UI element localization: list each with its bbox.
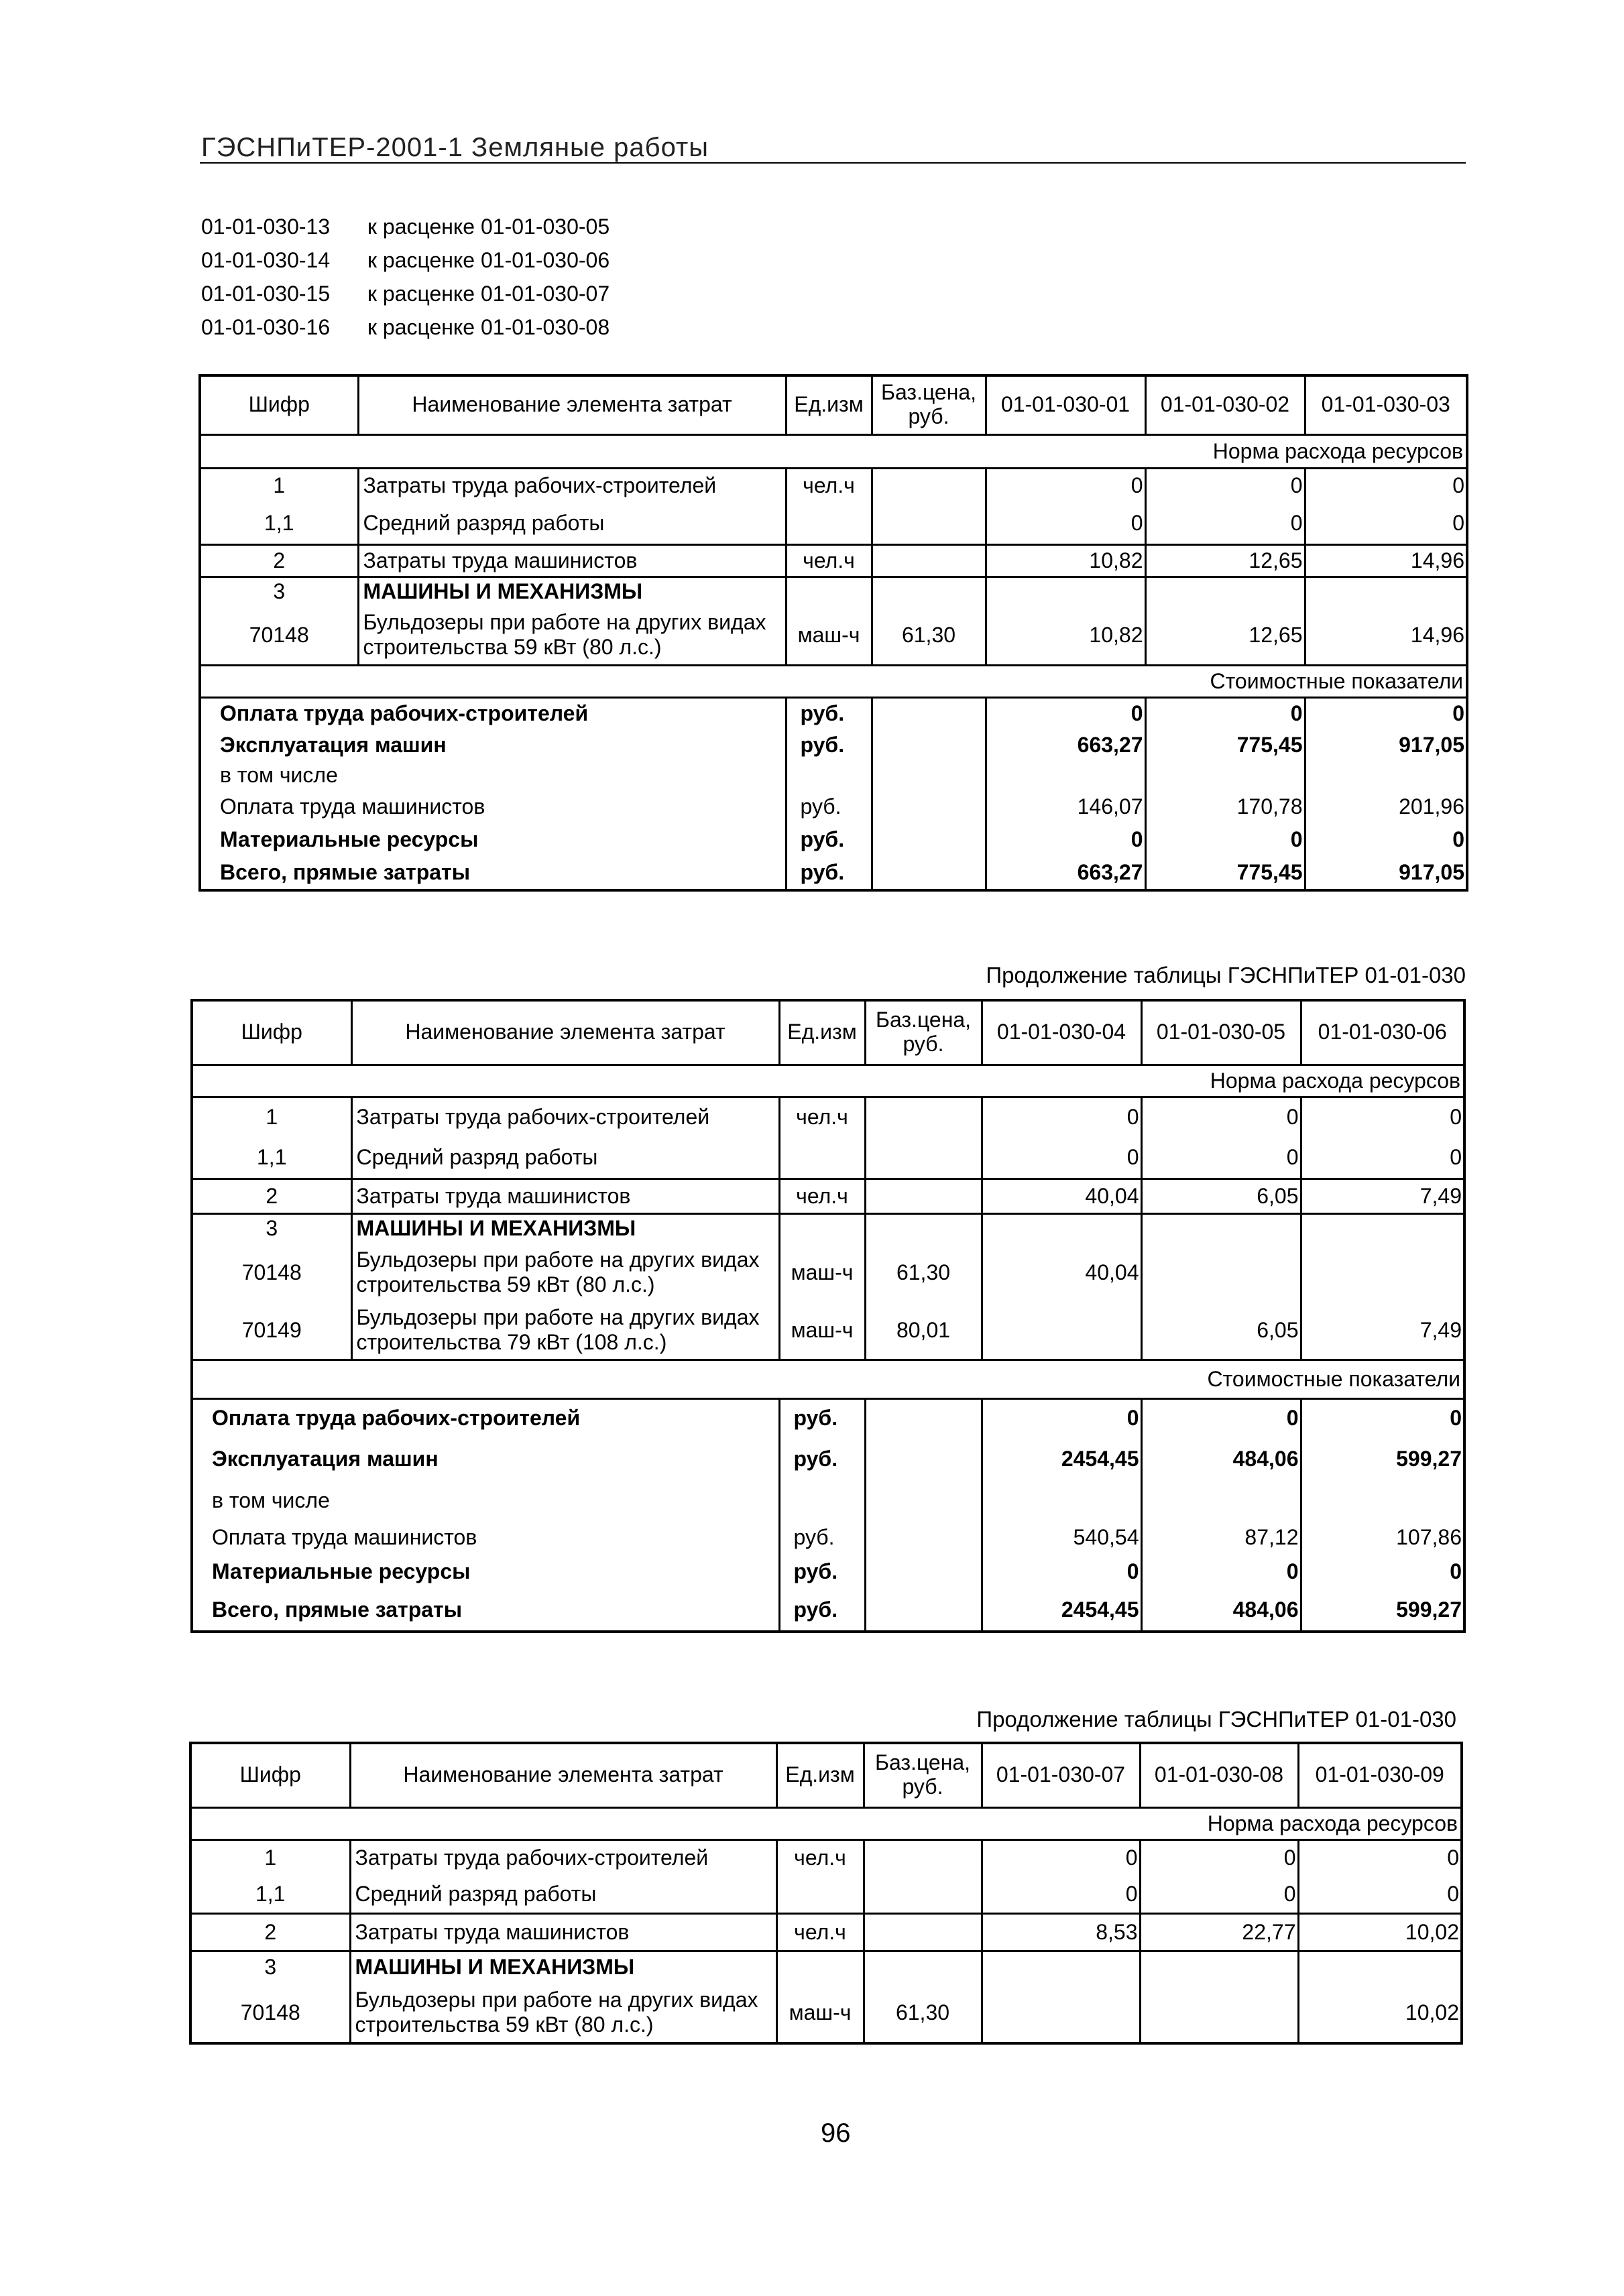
summary-value: 663,27	[986, 729, 1145, 760]
row-code: 1,1	[190, 1876, 350, 1913]
row-code: 1	[200, 468, 358, 503]
row-name: Бульдозеры при работе на других видах строительства 79 кВт (108 л.с.)	[351, 1302, 779, 1360]
row-value: 7,49	[1301, 1302, 1464, 1360]
summary-price	[865, 1589, 982, 1632]
row-value	[1301, 1243, 1464, 1302]
summary-row	[192, 1437, 1464, 1480]
reference-text: к расценке 01-01-030-08	[367, 315, 610, 339]
header-unit: Ед.изм	[786, 375, 872, 434]
row-unit: чел.ч	[776, 1839, 864, 1876]
summary-value: 0	[982, 1554, 1141, 1589]
table-row	[192, 1179, 1464, 1213]
summary-value	[1141, 1480, 1301, 1520]
row-value: 0	[1305, 468, 1467, 503]
continuation-title: Продолжение таблицы ГЭСНПиТЕР 01-01-030	[976, 1707, 1456, 1732]
row-unit: чел.ч	[786, 468, 872, 503]
row-value: 14,96	[1305, 606, 1467, 665]
row-value	[1298, 1951, 1462, 1983]
section-costs-label: Стоимостные показатели	[192, 1360, 1464, 1398]
summary-value: 2454,45	[982, 1437, 1141, 1480]
summary-label: Эксплуатация машин	[220, 732, 447, 757]
row-unit: чел.ч	[776, 1913, 864, 1951]
row-unit: чел.ч	[779, 1179, 865, 1213]
header-column: 01-01-030-05	[1141, 1000, 1301, 1065]
row-price: 61,30	[865, 1243, 982, 1302]
section-norms-label: Норма расхода ресурсов	[192, 1065, 1464, 1097]
summary-value: 540,54	[982, 1520, 1141, 1554]
header-column: 01-01-030-04	[982, 1000, 1141, 1065]
summary-value	[986, 760, 1145, 790]
row-price	[864, 1839, 982, 1876]
summary-value	[1145, 760, 1305, 790]
summary-price	[872, 790, 986, 823]
row-value: 0	[982, 1097, 1141, 1137]
row-code: 3	[192, 1213, 351, 1243]
summary-price	[865, 1480, 982, 1520]
header-unit: Ед.изм	[776, 1743, 864, 1807]
summary-value: 146,07	[986, 790, 1145, 823]
reference-list	[201, 215, 610, 349]
table-row	[192, 1097, 1464, 1137]
summary-value: 201,96	[1305, 790, 1467, 823]
table-row	[190, 1839, 1462, 1876]
estimate-table-3	[189, 1742, 1463, 2045]
table-row	[190, 1913, 1462, 1951]
table-row	[200, 606, 1467, 665]
row-value	[986, 577, 1145, 606]
summary-value: 484,06	[1141, 1589, 1301, 1632]
header-name: Наименование элемента затрат	[351, 1000, 779, 1065]
summary-unit: руб.	[786, 790, 872, 823]
reference-text: к расценке 01-01-030-07	[367, 282, 610, 306]
row-value: 12,65	[1145, 606, 1305, 665]
header-code: Шифр	[192, 1000, 351, 1065]
row-unit	[779, 1213, 865, 1243]
row-price	[864, 1951, 982, 1983]
summary-unit: руб.	[786, 729, 872, 760]
summary-value: 0	[1145, 697, 1305, 729]
summary-value: 87,12	[1141, 1520, 1301, 1554]
row-code: 3	[200, 577, 358, 606]
row-value: 0	[1141, 1137, 1301, 1179]
row-value: 0	[982, 1839, 1140, 1876]
summary-value: 0	[1301, 1398, 1464, 1437]
summary-unit	[786, 760, 872, 790]
header-name: Наименование элемента затрат	[350, 1743, 776, 1807]
table-row	[192, 1302, 1464, 1360]
header-column: 01-01-030-09	[1298, 1743, 1462, 1807]
reference-text: к расценке 01-01-030-05	[367, 215, 610, 239]
row-value: 10,82	[986, 544, 1145, 577]
summary-label: в том числе	[212, 1488, 330, 1512]
page-number: 96	[821, 2118, 851, 2148]
summary-value: 0	[982, 1398, 1141, 1437]
row-value: 22,77	[1140, 1913, 1298, 1951]
row-code: 70148	[190, 1983, 350, 2043]
summary-price	[872, 697, 986, 729]
row-value: 10,82	[986, 606, 1145, 665]
row-code: 70149	[192, 1302, 351, 1360]
summary-unit: руб.	[779, 1437, 865, 1480]
header-name: Наименование элемента затрат	[358, 375, 786, 434]
summary-label: Оплата труда машинистов	[212, 1524, 477, 1549]
reference-text: к расценке 01-01-030-06	[367, 248, 610, 272]
reference-code: 01-01-030-15	[201, 282, 331, 306]
table-row	[200, 577, 1467, 606]
summary-unit: руб.	[779, 1398, 865, 1437]
section-norms-label: Норма расхода ресурсов	[200, 434, 1467, 468]
table-row	[200, 468, 1467, 503]
row-value: 0	[1141, 1097, 1301, 1137]
table-row	[190, 1983, 1462, 2043]
summary-price	[872, 855, 986, 890]
summary-price	[865, 1520, 982, 1554]
summary-value	[982, 1480, 1141, 1520]
row-value: 8,53	[982, 1913, 1140, 1951]
summary-row	[192, 1589, 1464, 1632]
estimate-table-1	[198, 374, 1468, 892]
summary-unit: руб.	[779, 1520, 865, 1554]
row-value	[1305, 577, 1467, 606]
row-value: 0	[986, 503, 1145, 544]
row-value: 6,05	[1141, 1179, 1301, 1213]
section-norms-label: Норма расхода ресурсов	[190, 1807, 1462, 1839]
header-code: Шифр	[200, 375, 358, 434]
row-name: Средний разряд работы	[350, 1876, 776, 1913]
summary-label: Оплата труда машинистов	[220, 794, 485, 819]
row-unit	[779, 1137, 865, 1179]
table-row	[200, 544, 1467, 577]
row-price: 80,01	[865, 1302, 982, 1360]
header-unit: Ед.изм	[779, 1000, 865, 1065]
row-value: 40,04	[982, 1243, 1141, 1302]
reference-item	[201, 315, 610, 349]
header-column: 01-01-030-02	[1145, 375, 1305, 434]
summary-value	[1301, 1480, 1464, 1520]
summary-unit	[779, 1480, 865, 1520]
row-value	[1145, 577, 1305, 606]
summary-value	[1305, 760, 1467, 790]
row-unit: маш-ч	[776, 1983, 864, 2043]
table-row	[200, 503, 1467, 544]
summary-row	[200, 697, 1467, 729]
row-value: 6,05	[1141, 1302, 1301, 1360]
summary-value: 775,45	[1145, 855, 1305, 890]
summary-row	[200, 855, 1467, 890]
row-unit	[776, 1876, 864, 1913]
row-price	[872, 577, 986, 606]
table-row	[192, 1243, 1464, 1302]
row-value: 0	[1298, 1876, 1462, 1913]
reference-code: 01-01-030-14	[201, 248, 331, 272]
summary-row	[192, 1480, 1464, 1520]
summary-value: 0	[1145, 823, 1305, 855]
summary-value: 599,27	[1301, 1589, 1464, 1632]
summary-price	[872, 760, 986, 790]
document-title: ГЭСНПиТЕР-2001-1 Земляные работы	[201, 133, 709, 162]
row-code: 2	[200, 544, 358, 577]
row-code: 1	[190, 1839, 350, 1876]
row-unit	[786, 503, 872, 544]
summary-unit: руб.	[786, 855, 872, 890]
row-value	[1140, 1951, 1298, 1983]
row-name: Средний разряд работы	[351, 1137, 779, 1179]
summary-price	[872, 729, 986, 760]
summary-unit: руб.	[786, 697, 872, 729]
row-value: 0	[1301, 1137, 1464, 1179]
summary-label: Оплата труда рабочих-строителей	[212, 1406, 581, 1431]
reference-code: 01-01-030-16	[201, 315, 331, 339]
row-unit: маш-ч	[786, 606, 872, 665]
row-price	[872, 503, 986, 544]
summary-label: Эксплуатация машин	[212, 1446, 439, 1471]
row-code: 2	[192, 1179, 351, 1213]
header-column: 01-01-030-07	[982, 1743, 1140, 1807]
row-price	[872, 544, 986, 577]
row-price	[864, 1913, 982, 1951]
summary-row	[200, 823, 1467, 855]
summary-price	[865, 1437, 982, 1480]
header-price: Баз.цена, руб.	[865, 1000, 982, 1065]
header-column: 01-01-030-01	[986, 375, 1145, 434]
summary-value: 917,05	[1305, 729, 1467, 760]
row-value	[982, 1983, 1140, 2043]
row-name: Затраты труда машинистов	[350, 1913, 776, 1951]
row-unit	[776, 1951, 864, 1983]
header-column: 01-01-030-06	[1301, 1000, 1464, 1065]
summary-row	[200, 729, 1467, 760]
row-price: 61,30	[864, 1983, 982, 2043]
row-value: 10,02	[1298, 1983, 1462, 2043]
summary-row	[200, 760, 1467, 790]
summary-row	[192, 1520, 1464, 1554]
header-rule	[200, 162, 1466, 164]
row-name: Затраты труда машинистов	[358, 544, 786, 577]
summary-value: 170,78	[1145, 790, 1305, 823]
row-price	[865, 1137, 982, 1179]
continuation-title: Продолжение таблицы ГЭСНПиТЕР 01-01-030	[986, 963, 1466, 987]
row-value	[1301, 1213, 1464, 1243]
summary-value: 0	[1141, 1398, 1301, 1437]
summary-value: 663,27	[986, 855, 1145, 890]
row-code: 70148	[192, 1243, 351, 1302]
row-value: 0	[1301, 1097, 1464, 1137]
row-unit: чел.ч	[786, 544, 872, 577]
row-name: Бульдозеры при работе на других видах строительства 59 кВт (80 л.с.)	[350, 1983, 776, 2043]
row-code: 1,1	[200, 503, 358, 544]
row-name: МАШИНЫ И МЕХАНИЗМЫ	[351, 1213, 779, 1243]
summary-label: в том числе	[220, 762, 338, 787]
row-value: 0	[1140, 1876, 1298, 1913]
section-costs-label: Стоимостные показатели	[200, 665, 1467, 697]
reference-item	[201, 282, 610, 315]
row-value: 10,02	[1298, 1913, 1462, 1951]
summary-price	[865, 1554, 982, 1589]
summary-unit: руб.	[779, 1589, 865, 1632]
summary-price	[865, 1398, 982, 1437]
summary-value: 2454,45	[982, 1589, 1141, 1632]
summary-value: 484,06	[1141, 1437, 1301, 1480]
summary-price	[872, 823, 986, 855]
summary-value: 0	[986, 823, 1145, 855]
summary-unit: руб.	[779, 1554, 865, 1589]
summary-value: 0	[1301, 1554, 1464, 1589]
row-price	[865, 1097, 982, 1137]
row-value	[1141, 1243, 1301, 1302]
row-name: Средний разряд работы	[358, 503, 786, 544]
row-unit: маш-ч	[779, 1302, 865, 1360]
row-value: 0	[1305, 503, 1467, 544]
row-value: 7,49	[1301, 1179, 1464, 1213]
row-name: Бульдозеры при работе на других видах строительства 59 кВт (80 л.с.)	[351, 1243, 779, 1302]
summary-label: Всего, прямые затраты	[220, 859, 471, 884]
header-price: Баз.цена, руб.	[864, 1743, 982, 1807]
row-name: Затраты труда рабочих-строителей	[351, 1097, 779, 1137]
row-unit: чел.ч	[779, 1097, 865, 1137]
row-price	[865, 1213, 982, 1243]
row-code: 1,1	[192, 1137, 351, 1179]
table-row	[190, 1951, 1462, 1983]
row-price	[872, 468, 986, 503]
table-row	[192, 1137, 1464, 1179]
row-value: 0	[1145, 468, 1305, 503]
summary-value: 0	[1141, 1554, 1301, 1589]
table-row	[192, 1213, 1464, 1243]
row-value	[1141, 1213, 1301, 1243]
row-value: 14,96	[1305, 544, 1467, 577]
row-unit: маш-ч	[779, 1243, 865, 1302]
row-price	[865, 1179, 982, 1213]
summary-row	[200, 790, 1467, 823]
summary-value: 0	[986, 697, 1145, 729]
row-name: Бульдозеры при работе на других видах строительства 59 кВт (80 л.с.)	[358, 606, 786, 665]
row-code: 1	[192, 1097, 351, 1137]
row-value: 0	[1298, 1839, 1462, 1876]
estimate-table-2	[190, 999, 1466, 1633]
row-value	[982, 1213, 1141, 1243]
row-name: МАШИНЫ И МЕХАНИЗМЫ	[350, 1951, 776, 1983]
row-value: 0	[986, 468, 1145, 503]
row-value: 0	[982, 1876, 1140, 1913]
summary-label: Материальные ресурсы	[212, 1559, 471, 1583]
reference-item	[201, 248, 610, 282]
reference-item	[201, 215, 610, 248]
summary-row	[192, 1398, 1464, 1437]
summary-label: Материальные ресурсы	[220, 827, 479, 851]
header-column: 01-01-030-03	[1305, 375, 1467, 434]
row-value	[982, 1951, 1140, 1983]
row-price	[864, 1876, 982, 1913]
summary-value: 0	[1305, 697, 1467, 729]
row-code: 2	[190, 1913, 350, 1951]
row-code: 3	[190, 1951, 350, 1983]
summary-label: Всего, прямые затраты	[212, 1597, 463, 1622]
row-value	[982, 1302, 1141, 1360]
summary-unit: руб.	[786, 823, 872, 855]
row-value: 12,65	[1145, 544, 1305, 577]
row-unit	[786, 577, 872, 606]
row-name: Затраты труда рабочих-строителей	[358, 468, 786, 503]
summary-value: 599,27	[1301, 1437, 1464, 1480]
header-price: Баз.цена, руб.	[872, 375, 986, 434]
row-price: 61,30	[872, 606, 986, 665]
reference-code: 01-01-030-13	[201, 215, 331, 239]
row-value: 0	[1140, 1839, 1298, 1876]
summary-value: 917,05	[1305, 855, 1467, 890]
row-code: 70148	[200, 606, 358, 665]
row-name: МАШИНЫ И МЕХАНИЗМЫ	[358, 577, 786, 606]
summary-value: 107,86	[1301, 1520, 1464, 1554]
row-value: 0	[982, 1137, 1141, 1179]
summary-row	[192, 1554, 1464, 1589]
summary-value: 775,45	[1145, 729, 1305, 760]
row-name: Затраты труда рабочих-строителей	[350, 1839, 776, 1876]
header-column: 01-01-030-08	[1140, 1743, 1298, 1807]
summary-label: Оплата труда рабочих-строителей	[220, 701, 589, 726]
row-value	[1140, 1983, 1298, 2043]
row-value: 0	[1145, 503, 1305, 544]
table-row	[190, 1876, 1462, 1913]
header-code: Шифр	[190, 1743, 350, 1807]
row-value: 40,04	[982, 1179, 1141, 1213]
row-name: Затраты труда машинистов	[351, 1179, 779, 1213]
summary-value: 0	[1305, 823, 1467, 855]
